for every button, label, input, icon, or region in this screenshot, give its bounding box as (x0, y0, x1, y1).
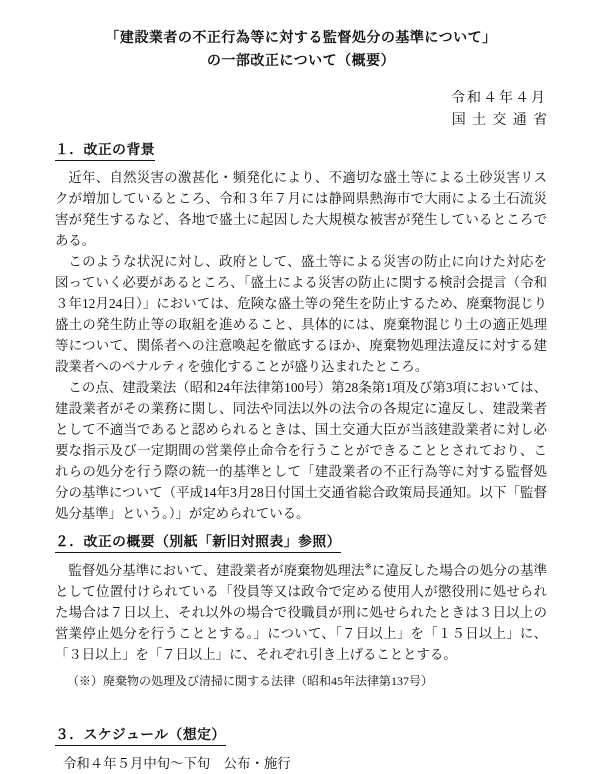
section-overview (55, 533, 547, 689)
section-schedule (55, 726, 547, 774)
background-paragraph-1: 近年、自然災害の激甚化・頻発化により、不適切な盛土等による土砂災害リスクが増加しているところ、令和３年７月には静岡県熱海市で大雨による土石流災害が発生するなど、各地で盛土に起因した大規模な被害が発生しているところである。 (55, 170, 547, 248)
background-paragraph-2: このような状況に対し、政府として、盛土等による災害の防止に向けた対応を図っていく必要があるところ、「盛土による災害の防止に関する検討会提言（令和３年12月24日）」においては、危険な盛土等の発生を防止するため、廃棄物混じり盛土の発生防止等の取組を進めること、具体的には、廃棄物混じり土の適正処理等について、関係者への注意喚起を徹底するほか、廃棄物処理法違反に対する建設業者へのペナルティを強化することが盛り込まれたところ。 (55, 254, 547, 374)
overview-paragraph-pre: 監督処分基準において、建設業者が廃棄物処理法 (68, 563, 365, 578)
footnote: （※）廃棄物の処理及び清掃に関する法律（昭和45年法律第137号） (67, 674, 434, 688)
section-1-heading (55, 141, 547, 161)
title-line-2: の一部改正について（概要） (206, 52, 396, 68)
document-title (55, 26, 547, 72)
document-organization: 国土交通省 (451, 111, 554, 127)
overview-paragraph (55, 560, 547, 665)
schedule-line: 令和４年５月中旬～下旬 公布・施行 (63, 756, 291, 771)
section-3-heading-text: ３．スケジュール（想定） (55, 726, 226, 746)
document-meta (55, 86, 554, 130)
section-1-heading-text: １．改正の背景 (55, 141, 155, 161)
section-2-heading-text: ２．改正の概要（別紙「新旧対照表」参照） (55, 533, 341, 553)
section-background (55, 141, 547, 524)
section-3-heading (55, 726, 547, 746)
reference-mark: ※ (364, 561, 373, 572)
document-date: 令和４年４月 (451, 89, 547, 105)
overview-paragraph-post: に違反した場合の処分の基準として位置付けられている「役員等又は政令で定める使用人が懲役刑に処せられた場合は７日以上、それ以外の場合で役職員が刑に処せられたときは３日以上の営業停止処分を行うこととする。」について、「７日以上」を「１５日以上」に、「３日以上」を「７日以上」に、それぞれ引き上げることとする。 (55, 563, 548, 662)
background-paragraph-3: この点、建設業法（昭和24年法律第100号）第28条第1項及び第3項においては、建設業者がその業務に関し、同法や同法以外の法令の各規定に違反し、建設業者として不適当であると認められるときは、国土交通大臣が当該建設業者に対し必要な指示及び一定期間の営業停止命令を行うことができることとされており、これらの処分を行う際の統一的基準として「建設業者の不正行為等に対する監督処分の基準について（平成14年3月28日付国土交通省総合政策局長通知。以下「監督処分基準」という。）」が定められている。 (55, 380, 547, 521)
section-2-heading (55, 533, 547, 553)
title-line-1: 「建設業者の不正行為等に対する監督処分の基準について」 (105, 29, 497, 45)
